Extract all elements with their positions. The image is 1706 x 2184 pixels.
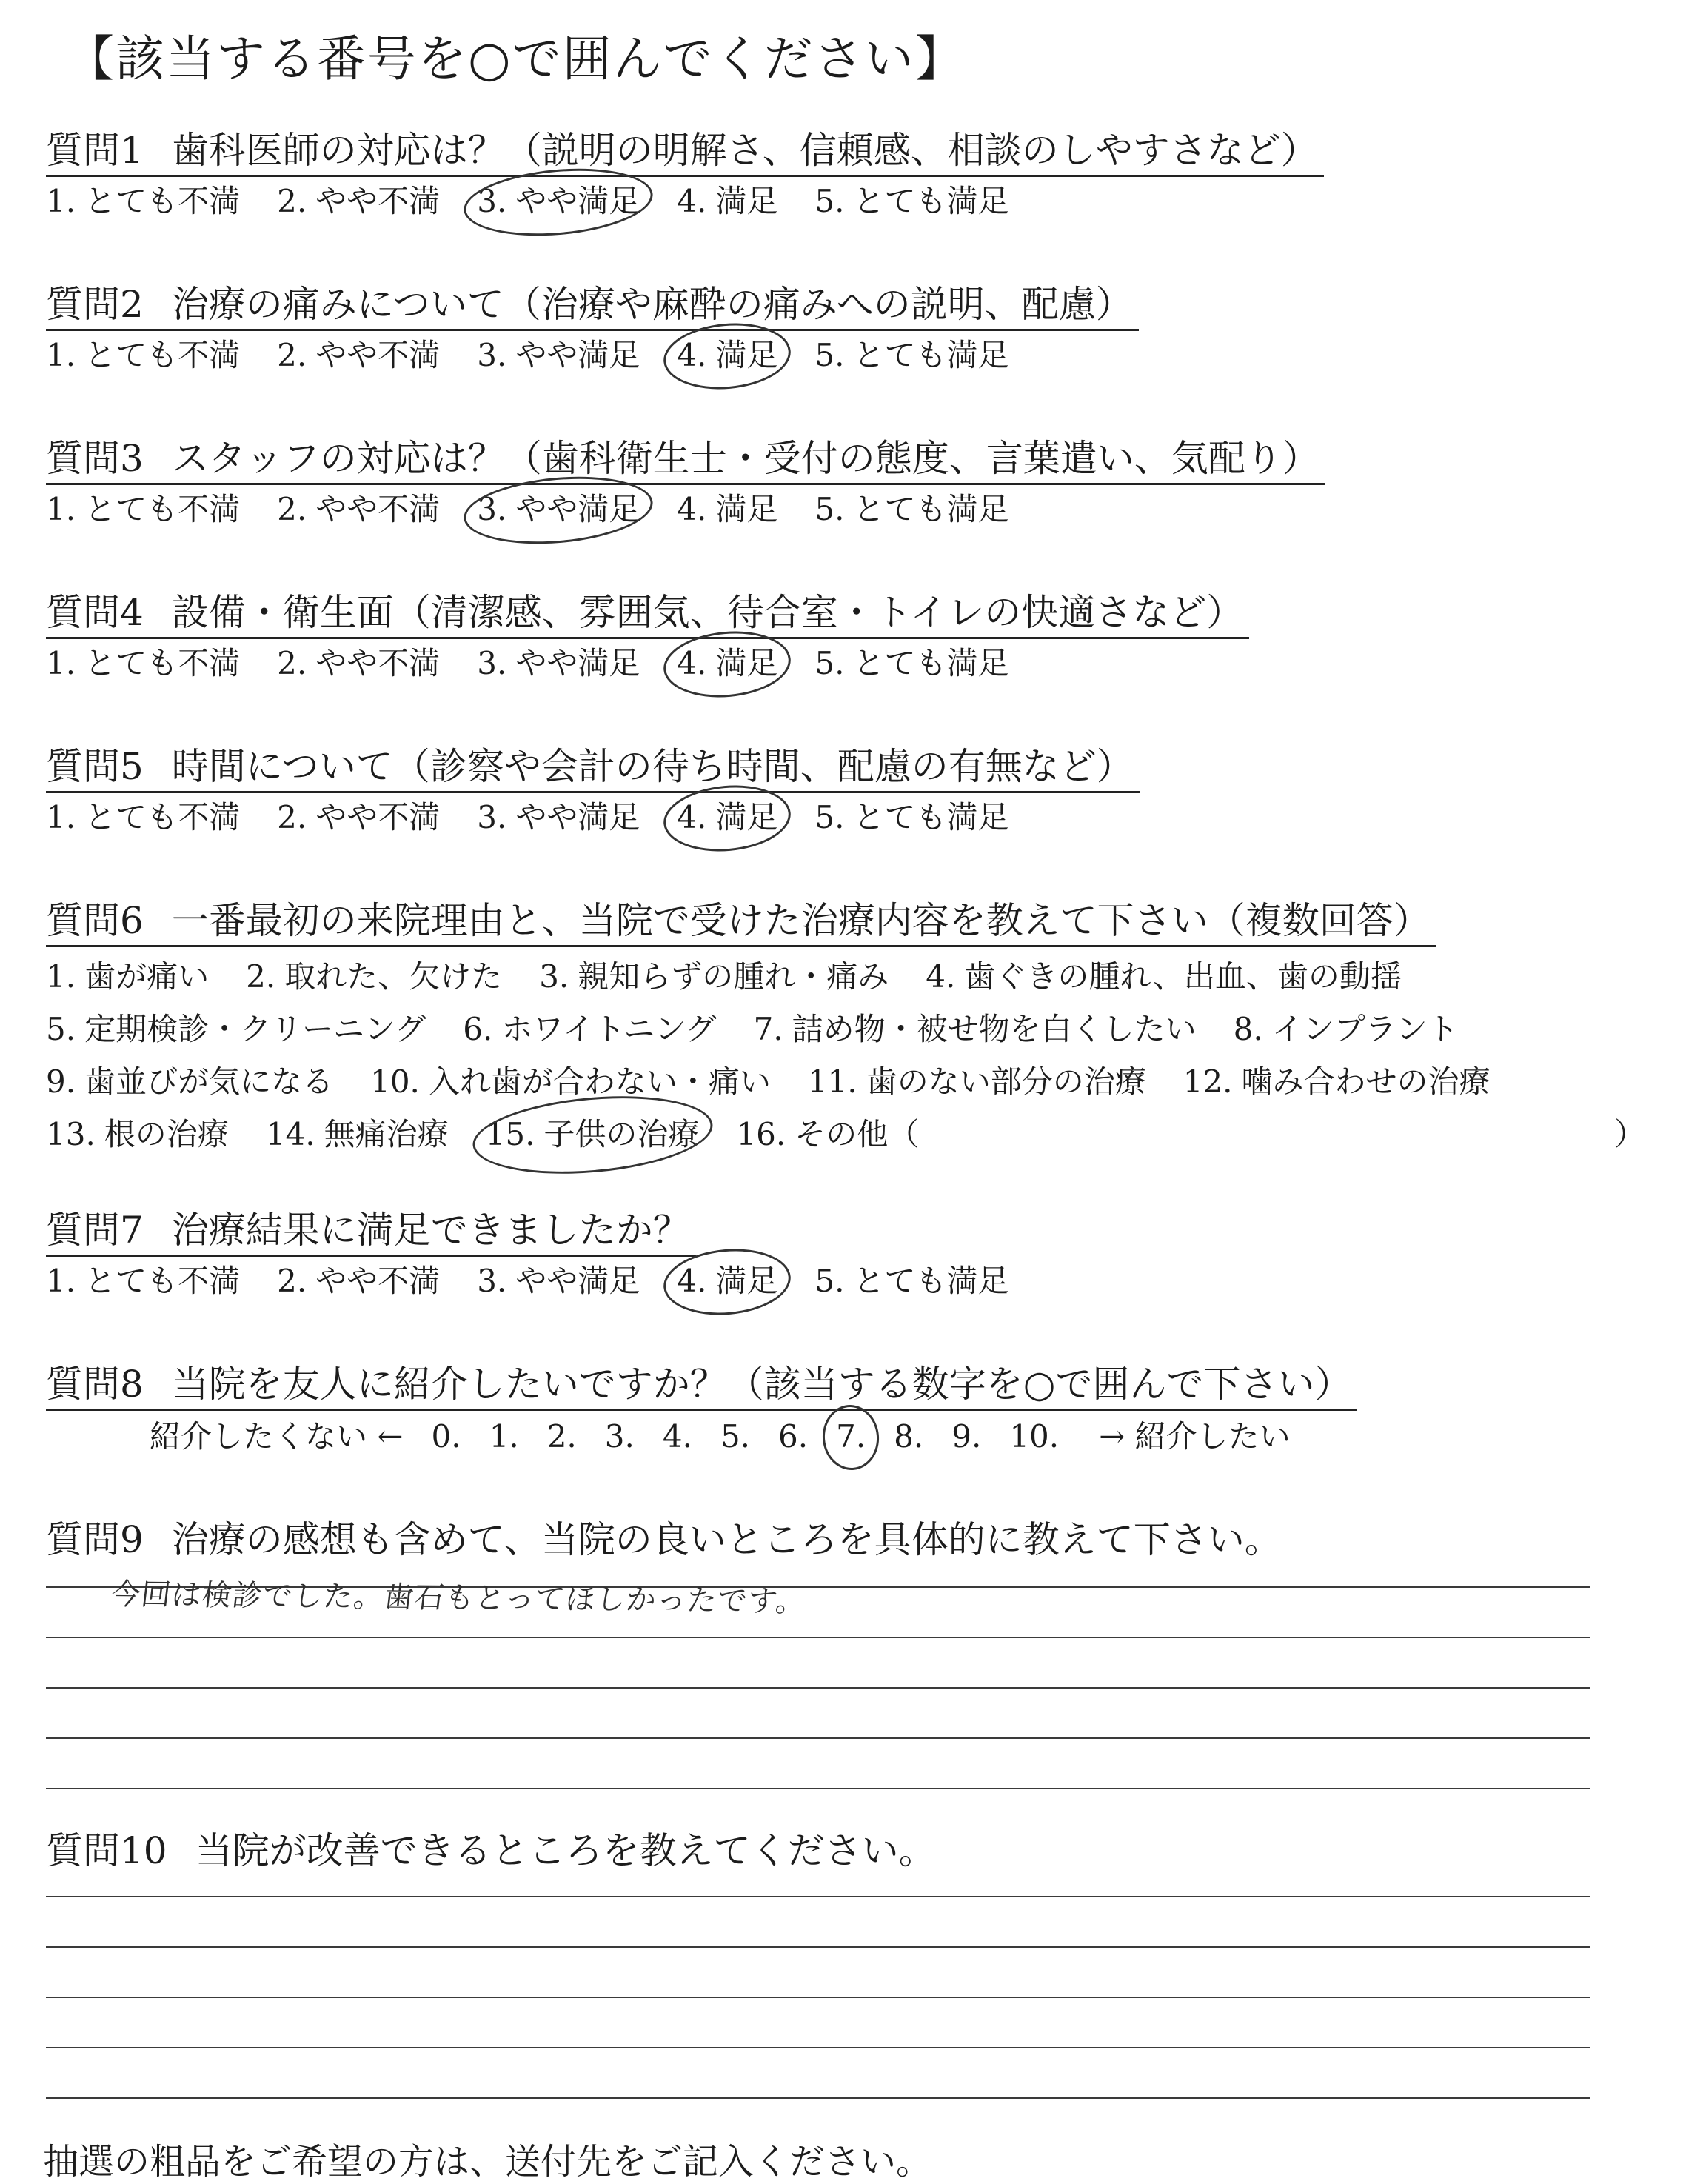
answer-option-1[interactable] (46, 1260, 240, 1303)
option-label: とても満足 (853, 337, 1009, 373)
option-label: その他（ (795, 1116, 920, 1152)
answer-option-1[interactable] (46, 180, 240, 223)
option-label: とても満足 (853, 645, 1009, 681)
answer-option-7[interactable] (754, 1003, 1197, 1055)
option-number: 3. (477, 337, 507, 373)
answer-option-8[interactable] (1234, 1003, 1459, 1055)
option-number: 2. (277, 491, 307, 527)
scale-number-1[interactable]: 1. (489, 1418, 519, 1455)
answer-line (46, 1737, 1590, 1739)
question-6-row (46, 1055, 1645, 1108)
option-label: 満足 (715, 645, 778, 681)
question-4-options (46, 642, 1249, 685)
option-number: 8. (1233, 1011, 1263, 1047)
question-1-label: 質問1 (46, 129, 144, 172)
scale-number-7[interactable]: 7. (836, 1415, 866, 1458)
scale-number-2[interactable]: 2. (546, 1418, 577, 1455)
option-label: 満足 (715, 183, 778, 219)
answer-option-13[interactable] (46, 1108, 229, 1161)
answer-option-14[interactable] (266, 1108, 449, 1161)
answer-option-4[interactable] (926, 950, 1402, 1003)
option-number: 10. (370, 1063, 420, 1100)
option-number: 9. (46, 1063, 76, 1100)
answer-option-1[interactable] (46, 796, 240, 839)
option-label: 根の治療 (104, 1116, 229, 1152)
option-number: 6. (463, 1011, 493, 1047)
option-label: 詰め物・被せ物を白くしたい (792, 1011, 1197, 1047)
question-9-title (46, 1515, 1288, 1564)
question-4-title (46, 588, 1249, 639)
option-number: 12. (1183, 1063, 1233, 1100)
option-number: 1. (46, 958, 76, 995)
question-7-options (46, 1260, 1008, 1303)
option-label: やや不満 (315, 1263, 441, 1299)
question-5-options (46, 796, 1140, 839)
question-10-prompt: 当院が改善できるところを教えてください。 (195, 1829, 936, 1872)
scale-number-6[interactable]: 6. (778, 1418, 809, 1455)
answer-option-5[interactable] (814, 334, 1008, 377)
question-3-title (46, 434, 1325, 485)
answer-line (46, 2097, 1590, 2099)
question-10-title (46, 1826, 942, 1875)
scale-number-0[interactable]: 0. (431, 1418, 461, 1455)
question-1-title (46, 126, 1324, 177)
question-3-options (46, 488, 1325, 531)
answer-option-3[interactable] (477, 1260, 640, 1303)
option-number: 5. (814, 645, 845, 681)
option-label: 満足 (715, 337, 778, 373)
option-label: 取れた、欠けた (284, 958, 503, 995)
question-2-title (46, 280, 1139, 331)
option-label: 無痛治療 (324, 1116, 449, 1152)
answer-option-3[interactable] (539, 950, 889, 1003)
answer-option-5[interactable] (46, 1003, 426, 1055)
question-4-prompt: 設備・衛生面（清潔感、雰囲気、待合室・トイレの快適さなど） (171, 591, 1244, 634)
scale-right-label: → 紹介したい (1099, 1418, 1291, 1455)
option-label: とても不満 (84, 799, 241, 835)
answer-option-15[interactable] (486, 1108, 700, 1161)
option-number: 1. (46, 1263, 76, 1299)
option-number: 7. (753, 1011, 783, 1047)
option-number: 3. (477, 491, 507, 527)
answer-line (46, 2047, 1590, 2048)
scale-number-5[interactable]: 5. (720, 1418, 751, 1455)
scale-number-4[interactable]: 4. (662, 1418, 692, 1455)
question-4-label: 質問4 (46, 591, 144, 634)
answer-option-4[interactable] (677, 642, 777, 685)
option-label: インプラント (1271, 1011, 1459, 1047)
answer-option-2[interactable] (277, 642, 440, 685)
option-label: とても不満 (84, 183, 241, 219)
question-9-label: 質問9 (46, 1518, 144, 1561)
question-6-label: 質問6 (46, 899, 144, 942)
other-close-paren: ） (1613, 1116, 1645, 1152)
question-1-prompt: 歯科医師の対応は？（説明の明解さ、信頼感、相談のしやすさなど） (171, 129, 1318, 172)
answer-option-1[interactable] (46, 950, 209, 1003)
answer-option-2[interactable] (277, 796, 440, 839)
answer-option-6[interactable] (463, 1003, 716, 1055)
question-7-prompt: 治療結果に満足できましたか？ (171, 1209, 690, 1252)
option-label: やや不満 (315, 183, 441, 219)
option-label: 歯が痛い (84, 958, 210, 995)
answer-option-2[interactable] (277, 334, 440, 377)
answer-option-3[interactable] (477, 488, 640, 531)
option-number: 1. (46, 337, 76, 373)
option-label: やや不満 (315, 491, 441, 527)
option-label: とても満足 (853, 183, 1009, 219)
option-label: 入れ歯が合わない・痛い (428, 1063, 771, 1100)
option-label: 歯のない部分の治療 (866, 1063, 1146, 1100)
scale-number-10[interactable]: 10. (1009, 1418, 1060, 1455)
option-number: 5. (814, 799, 845, 835)
question-9 (46, 1515, 1288, 1564)
option-number: 4. (926, 958, 956, 995)
answer-option-5[interactable] (814, 1260, 1008, 1303)
question-6 (46, 896, 1645, 1161)
question-1-options (46, 180, 1324, 223)
question-10 (46, 1826, 942, 1875)
option-label: やや満足 (515, 337, 640, 373)
option-number: 4. (677, 799, 707, 835)
answer-line (46, 1896, 1590, 1897)
option-number: 2. (277, 337, 307, 373)
answer-line (46, 1788, 1590, 1789)
recommend-scale (46, 1415, 1357, 1458)
question-8-title (46, 1360, 1357, 1411)
option-number: 3. (477, 1263, 507, 1299)
answer-option-4[interactable] (677, 796, 777, 839)
option-number: 4. (677, 1263, 707, 1299)
question-6-options (46, 950, 1645, 1161)
option-number: 4. (677, 645, 707, 681)
option-number: 4. (677, 337, 707, 373)
option-number: 5. (814, 1263, 845, 1299)
option-number: 14. (265, 1116, 315, 1152)
question-4 (46, 588, 1249, 685)
answer-option-5[interactable] (814, 642, 1008, 685)
question-2-label: 質問2 (46, 283, 144, 326)
question-2-options (46, 334, 1139, 377)
question-9-prompt: 治療の感想も含めて、当院の良いところを具体的に教えて下さい。 (171, 1518, 1282, 1561)
question-8 (46, 1360, 1357, 1458)
option-label: ホワイトニング (501, 1011, 717, 1047)
option-number: 13. (46, 1116, 96, 1152)
question-10-label: 質問10 (46, 1829, 167, 1872)
option-number: 16. (736, 1116, 786, 1152)
option-label: やや不満 (315, 799, 441, 835)
option-label: とても不満 (84, 645, 241, 681)
answer-option-2[interactable] (246, 950, 502, 1003)
question-7-title (46, 1206, 696, 1257)
option-label: 歯並びが気になる (84, 1063, 334, 1100)
option-label: とても不満 (84, 491, 241, 527)
question-5-prompt: 時間について（診察や会計の待ち時間、配慮の有無など） (171, 745, 1134, 788)
scale-numbers (432, 1418, 1088, 1455)
option-number: 2. (277, 645, 307, 681)
answer-option-4[interactable] (677, 488, 777, 531)
answer-option-1[interactable] (46, 642, 240, 685)
question-6-row (46, 1003, 1645, 1055)
option-label: 歯ぐきの腫れ、出血、歯の動揺 (964, 958, 1402, 995)
question-5-title (46, 742, 1140, 793)
option-number: 15. (485, 1116, 535, 1152)
option-label: やや満足 (515, 1263, 640, 1299)
answer-option-5[interactable] (814, 796, 1008, 839)
option-label: 満足 (715, 799, 778, 835)
question-5-label: 質問5 (46, 745, 144, 788)
answer-line (46, 1637, 1590, 1638)
scale-left-label: 紹介したくない ← (150, 1418, 404, 1455)
option-number: 2. (246, 958, 276, 995)
answer-option-1[interactable] (46, 488, 240, 531)
answer-option-4[interactable] (677, 334, 777, 377)
option-label: とても不満 (84, 337, 241, 373)
option-label: やや満足 (515, 491, 640, 527)
answer-line (46, 1997, 1590, 1998)
option-number: 1. (46, 183, 76, 219)
footer-note: 抽選の粗品をご希望の方は、送付先をご記入ください。 (43, 2141, 932, 2183)
question-8-prompt: 当院を友人に紹介したいですか？（該当する数字を○で囲んで下さい） (171, 1363, 1352, 1406)
option-label: やや満足 (515, 645, 640, 681)
answer-option-16[interactable] (736, 1108, 919, 1161)
answer-line (46, 1687, 1590, 1689)
answer-option-2[interactable] (277, 180, 440, 223)
option-number: 3. (477, 645, 507, 681)
option-number: 3. (477, 799, 507, 835)
option-number: 5. (46, 1011, 76, 1047)
option-number: 2. (277, 799, 307, 835)
option-label: やや不満 (315, 645, 441, 681)
option-label: 親知らずの腫れ・痛み (578, 958, 889, 995)
answer-option-4[interactable] (677, 180, 777, 223)
answer-option-1[interactable] (46, 334, 240, 377)
option-label: とても満足 (853, 1263, 1009, 1299)
question-5 (46, 742, 1140, 839)
answer-option-3[interactable] (477, 180, 640, 223)
answer-option-10[interactable] (370, 1055, 771, 1108)
question-6-title (46, 896, 1436, 947)
question-6-row (46, 1108, 1645, 1161)
option-label: 子供の治療 (543, 1116, 700, 1152)
option-label: 満足 (715, 1263, 778, 1299)
question-8-label: 質問8 (46, 1363, 144, 1406)
question-3-label: 質問3 (46, 437, 144, 480)
form-header: 【該当する番号を○で囲んでください】 (65, 30, 966, 87)
answer-option-11[interactable] (808, 1055, 1146, 1108)
question-2-prompt: 治療の痛みについて（治療や麻酔の痛みへの説明、配慮） (171, 283, 1133, 326)
option-number: 3. (477, 183, 507, 219)
option-number: 1. (46, 799, 76, 835)
answer-option-5[interactable] (814, 180, 1008, 223)
question-3 (46, 434, 1325, 531)
option-number: 2. (277, 1263, 307, 1299)
option-label: やや満足 (515, 183, 640, 219)
answer-line (46, 1946, 1590, 1948)
option-label: 満足 (715, 491, 778, 527)
option-label: やや満足 (515, 799, 640, 835)
answer-option-3[interactable] (477, 334, 640, 377)
option-number: 1. (46, 645, 76, 681)
question-7-label: 質問7 (46, 1209, 144, 1252)
answer-option-5[interactable] (814, 488, 1008, 531)
scale-number-8[interactable]: 8. (894, 1418, 924, 1455)
question-6-row (46, 950, 1645, 1003)
option-label: とても満足 (853, 491, 1009, 527)
option-number: 4. (677, 183, 707, 219)
answer-option-3[interactable] (477, 642, 640, 685)
option-label: 定期検診・クリーニング (84, 1011, 426, 1047)
option-number: 5. (814, 183, 845, 219)
option-number: 4. (677, 491, 707, 527)
option-label: やや不満 (315, 337, 441, 373)
option-number: 1. (46, 491, 76, 527)
scale-number-9[interactable]: 9. (951, 1418, 982, 1455)
question-7 (46, 1206, 1008, 1303)
option-number: 11. (807, 1063, 857, 1100)
option-label: 噛み合わせの治療 (1241, 1063, 1491, 1100)
option-number: 2. (277, 183, 307, 219)
option-number: 5. (814, 491, 845, 527)
option-number: 5. (814, 337, 845, 373)
question-1 (46, 126, 1324, 223)
answer-option-12[interactable] (1183, 1055, 1491, 1108)
question-9-handwritten-answer: 今回は検診でした。歯石もとってほしかったです。 (108, 1577, 809, 1619)
option-number: 3. (539, 958, 569, 995)
answer-option-9[interactable] (46, 1055, 333, 1108)
answer-option-2[interactable] (277, 488, 440, 531)
option-label: とても不満 (84, 1263, 241, 1299)
question-6-prompt: 一番最初の来院理由と、当院で受けた治療内容を教えて下さい（複数回答） (171, 899, 1431, 942)
scale-number-3[interactable]: 3. (604, 1418, 635, 1455)
answer-option-4[interactable] (677, 1260, 777, 1303)
question-3-prompt: スタッフの対応は？（歯科衛生士・受付の態度、言葉遣い、気配り） (171, 437, 1319, 480)
question-2 (46, 280, 1139, 377)
answer-option-2[interactable] (277, 1260, 440, 1303)
answer-option-3[interactable] (477, 796, 640, 839)
option-label: とても満足 (853, 799, 1009, 835)
